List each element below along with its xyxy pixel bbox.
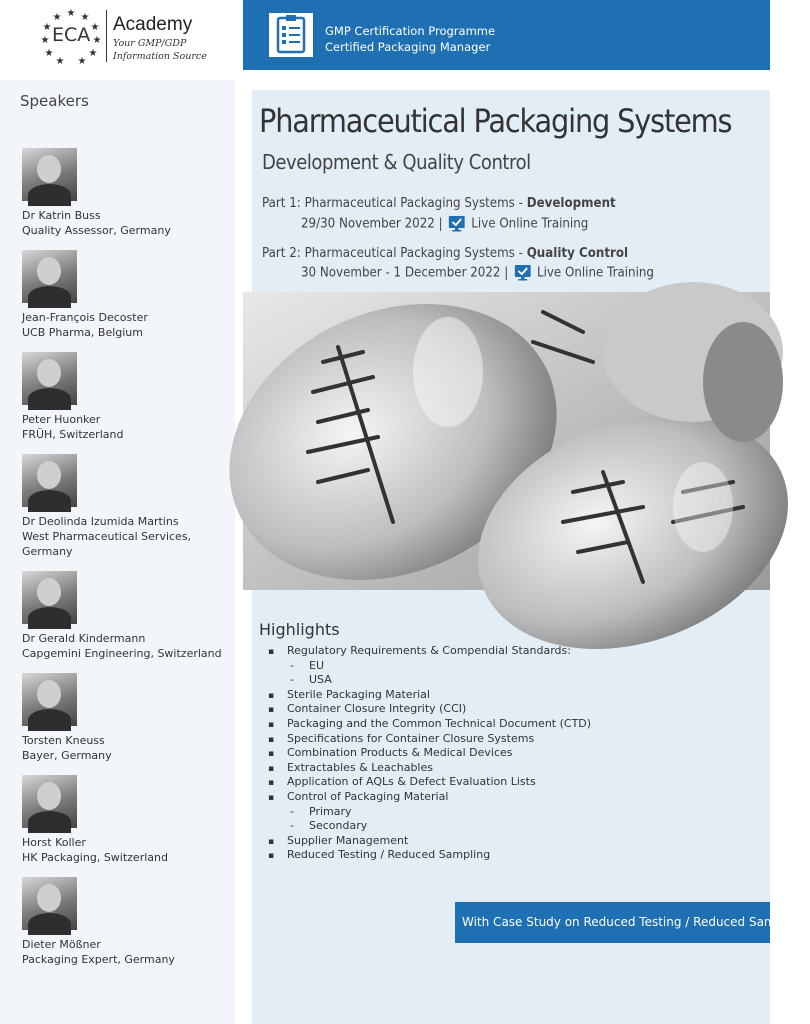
highlight-subitem: - Primary <box>268 805 591 820</box>
highlight-item: ▪ Combination Products & Medical Devices <box>268 746 591 761</box>
logo-mark: ECA <box>52 24 91 46</box>
highlight-item: ▪ Container Closure Integrity (CCI) <box>268 702 591 717</box>
speaker-name: Jean-François Decoster <box>22 311 148 324</box>
speakers-heading: Speakers <box>20 92 89 110</box>
part-2-prefix: Part 2: Pharmaceutical Packaging Systems - <box>262 245 527 261</box>
svg-text:★: ★ <box>40 35 50 46</box>
svg-text:★: ★ <box>80 12 90 23</box>
highlight-subitem: - USA <box>268 673 591 688</box>
glass-vials-photo <box>243 292 770 590</box>
speaker-photo <box>22 571 77 624</box>
speaker-affiliation: Packaging Expert, Germany <box>22 953 175 966</box>
svg-text:★: ★ <box>42 22 52 33</box>
certification-text <box>325 23 495 55</box>
certification-line2: Certified Packaging Manager <box>325 40 491 54</box>
part-2-date: 30 November - 1 December 2022 | <box>301 264 509 281</box>
speaker-affiliation: West Pharmaceutical Services, <box>22 530 192 543</box>
speaker-affiliation: Capgemini Engineering, Switzerland <box>22 647 222 660</box>
speaker-name: Dr Gerald Kindermann <box>22 632 146 645</box>
speaker-photo <box>22 352 77 405</box>
speaker-photo <box>22 250 77 303</box>
speaker-affiliation: Quality Assessor, Germany <box>22 224 171 237</box>
part-1-prefix: Part 1: Pharmaceutical Packaging Systems - <box>262 195 527 211</box>
svg-text:★: ★ <box>88 48 98 59</box>
logo-tagline <box>113 37 207 63</box>
speaker-card <box>22 775 232 865</box>
part-1-focus: Development <box>526 195 616 211</box>
speaker-card <box>22 352 232 442</box>
part-1-format: Live Online Training <box>471 215 589 232</box>
speaker-affiliation: FRÜH, Switzerland <box>22 428 124 441</box>
svg-text:★: ★ <box>77 56 87 67</box>
logo-divider <box>106 10 107 62</box>
page-subtitle: Development & Quality Control <box>262 150 531 174</box>
svg-text:★: ★ <box>52 12 62 23</box>
speaker-photo <box>22 877 77 930</box>
case-study-banner: With Case Study on Reduced Testing / Reduced Sampling! <box>455 902 770 943</box>
speaker-card <box>22 877 232 967</box>
part-1-date-line <box>301 215 588 232</box>
highlights-heading: Highlights <box>259 620 340 639</box>
highlights-list <box>268 644 591 863</box>
speaker-name: Peter Huonker <box>22 413 101 426</box>
monitor-check-icon <box>514 264 532 281</box>
certification-line1: GMP Certification Programme <box>325 24 496 38</box>
svg-text:★: ★ <box>92 35 102 46</box>
monitor-check-icon <box>448 215 466 232</box>
speaker-affiliation: UCB Pharma, Belgium <box>22 326 143 339</box>
highlight-item: ▪ Sterile Packaging Material <box>268 688 591 703</box>
highlight-item: ▪ Reduced Testing / Reduced Sampling <box>268 848 591 863</box>
part-1-heading <box>262 195 616 211</box>
highlight-item: ▪ Regulatory Requirements & Compendial Standards: <box>268 644 591 659</box>
part-2-heading <box>262 245 628 261</box>
svg-text:★: ★ <box>44 48 54 59</box>
speaker-card <box>22 250 232 340</box>
svg-text:★: ★ <box>55 56 65 67</box>
speaker-name: Dr Katrin Buss <box>22 209 101 222</box>
speaker-photo <box>22 148 77 201</box>
svg-text:★: ★ <box>66 8 76 19</box>
speaker-card <box>22 673 232 763</box>
speaker-affiliation: HK Packaging, Switzerland <box>22 851 168 864</box>
logo-tagline-line2: Information Source <box>113 51 207 62</box>
highlight-subitem: - Secondary <box>268 819 591 834</box>
part-2-date-line <box>301 264 654 281</box>
highlight-item: ▪ Supplier Management <box>268 834 591 849</box>
highlight-item: ▪ Extractables & Leachables <box>268 761 591 776</box>
speaker-name: Dr Deolinda Izumida Martins <box>22 515 179 528</box>
speaker-card <box>22 148 232 238</box>
highlight-item: ▪ Application of AQLs & Defect Evaluation Lists <box>268 775 591 790</box>
speaker-photo <box>22 454 77 507</box>
highlight-subitem: - EU <box>268 659 591 674</box>
certification-banner <box>243 0 770 70</box>
eca-academy-logo <box>0 0 240 72</box>
speaker-affiliation: Bayer, Germany <box>22 749 112 762</box>
checklist-icon <box>269 13 313 57</box>
speaker-card <box>22 571 232 661</box>
highlight-item: ▪ Packaging and the Common Technical Document (CTD) <box>268 717 591 732</box>
part-2-format: Live Online Training <box>536 264 654 281</box>
speaker-card <box>22 454 232 559</box>
page-title: Pharmaceutical Packaging Systems <box>259 102 732 140</box>
speaker-name: Dieter Mößner <box>22 938 101 951</box>
speaker-affiliation: Germany <box>22 545 73 558</box>
speaker-photo <box>22 775 77 828</box>
logo-name: Academy <box>113 14 193 35</box>
part-2-focus: Quality Control <box>526 245 629 261</box>
speaker-name: Horst Koller <box>22 836 86 849</box>
highlight-item: ▪ Specifications for Container Closure Systems <box>268 732 591 747</box>
speaker-name: Torsten Kneuss <box>22 734 105 747</box>
logo-tagline-line1: Your GMP/GDP <box>113 38 187 49</box>
speaker-photo <box>22 673 77 726</box>
highlight-item: ▪ Control of Packaging Material <box>268 790 591 805</box>
part-1-date: 29/30 November 2022 | <box>301 215 443 232</box>
svg-text:★: ★ <box>90 22 100 33</box>
